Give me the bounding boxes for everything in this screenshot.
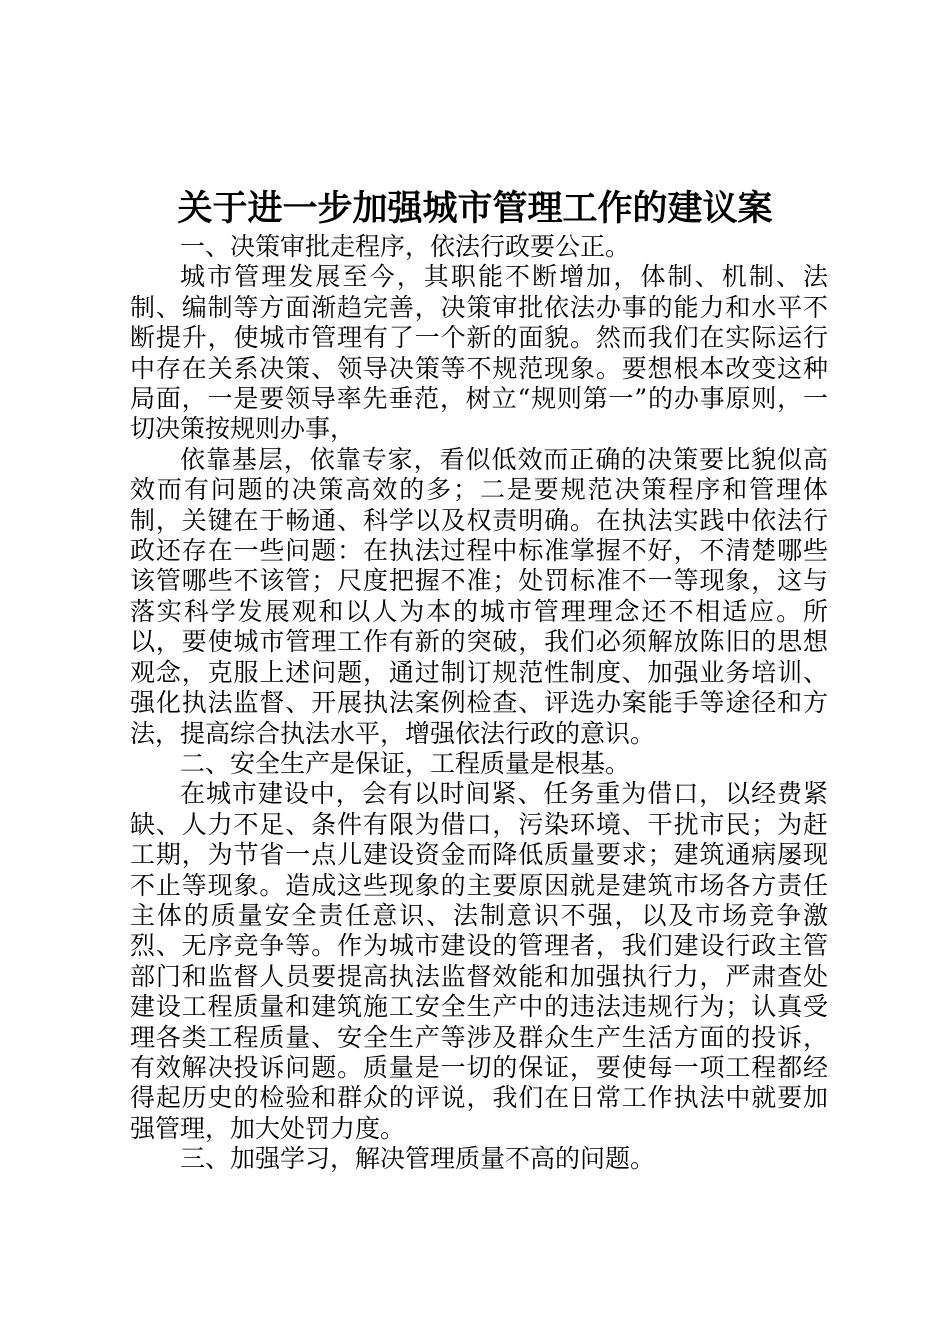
section-heading-3: 三、加强学习，解决管理质量不高的问题。 <box>180 1144 656 1174</box>
document-body <box>130 232 828 1175</box>
section-heading-1: 一、决策审批走程序，依法行政要公正。 <box>180 232 631 261</box>
section-heading-2: 二、安全生产是保证，工程质量是根基。 <box>180 748 631 778</box>
body-paragraph: 在城市建设中，会有以时间紧、任务重为借口，以经费紧缺、人力不足、条件有限为借口，污染环境、干扰市民；为赶工期，为节省一点儿建设资金而降低质量要求；建筑通病屡现不止等现象。造成这些现象的主要原因就是建筑市场各方责任主体的质量安全责任意识、法制意识不强，以及市场竞争激烈、无序竞争等。作为城市建设的管理者，我们建设行政主管部门和监督人员要提高执法监督效能和加强执行力，严肃查处建设工程质量和建筑施工安全生产中的违法违规行为；认真受理各类工程质量、安全生产等涉及群众生产生活方面的投诉，有效解决投诉问题。质量是一切的保证，要使每一项工程都经得起历史的检验和群众的评说，我们在日常工作执法中就要加强管理，加大处罚力度。 <box>130 779 828 1143</box>
document-title: 关于进一步加强城市管理工作的建议案 <box>177 188 773 229</box>
body-paragraph: 依靠基层，依靠专家，看似低效而正确的决策要比貌似高效而有问题的决策高效的多；二是要规范决策程序和管理体制，关键在于畅通、科学以及权责明确。在执法实践中依法行政还存在一些问题：在执法过程中标准掌握不好，不清楚哪些该管哪些不该管；尺度把握不准；处罚标准不一等现象，这与落实科学发展观和以人为本的城市管理理念还不相适应。所以，要使城市管理工作有新的突破，我们必须解放陈旧的思想观念，克服上述问题，通过制订规范性制度、加强业务培训、强化执法监督、开展执法案例检查、评选办案能手等途径和方法，提高综合执法水平，增强依法行政的意识。 <box>130 444 828 748</box>
body-paragraph: 城市管理发展至今，其职能不断增加，体制、机制、法制、编制等方面渐趋完善，决策审批依法办事的能力和水平不断提升，使城市管理有了一个新的面貌。然而我们在实际运行中存在关系决策、领导决策等不规范现象。要想根本改变这种局面，一是要领导率先垂范，树立“规则第一”的办事原则，一切决策按规则办事， <box>130 262 828 444</box>
